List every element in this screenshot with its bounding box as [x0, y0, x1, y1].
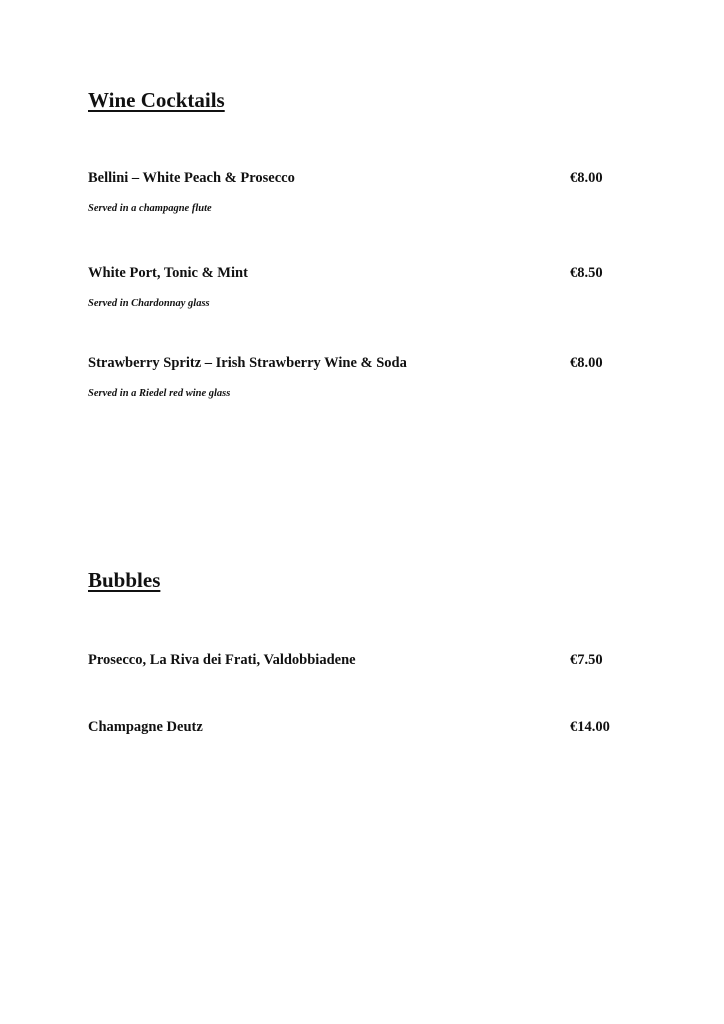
item-name: Strawberry Spritz – Irish Strawberry Wine & Soda — [88, 355, 407, 371]
item-price: €8.00 — [570, 170, 603, 186]
item-price: €14.00 — [570, 719, 610, 735]
item-name: Champagne Deutz — [88, 719, 203, 735]
item-note: Served in Chardonnay glass — [88, 298, 210, 309]
item-price: €8.50 — [570, 265, 603, 281]
item-name: White Port, Tonic & Mint — [88, 265, 248, 281]
item-price: €8.00 — [570, 355, 603, 371]
item-name: Bellini – White Peach & Prosecco — [88, 170, 295, 186]
item-name: Prosecco, La Riva dei Frati, Valdobbiadene — [88, 652, 356, 668]
item-price: €7.50 — [570, 652, 603, 668]
item-note: Served in a champagne flute — [88, 203, 212, 214]
item-note: Served in a Riedel red wine glass — [88, 388, 231, 399]
section-title-bubbles: Bubbles — [88, 568, 161, 592]
section-title-wine-cocktails: Wine Cocktails — [88, 88, 225, 112]
